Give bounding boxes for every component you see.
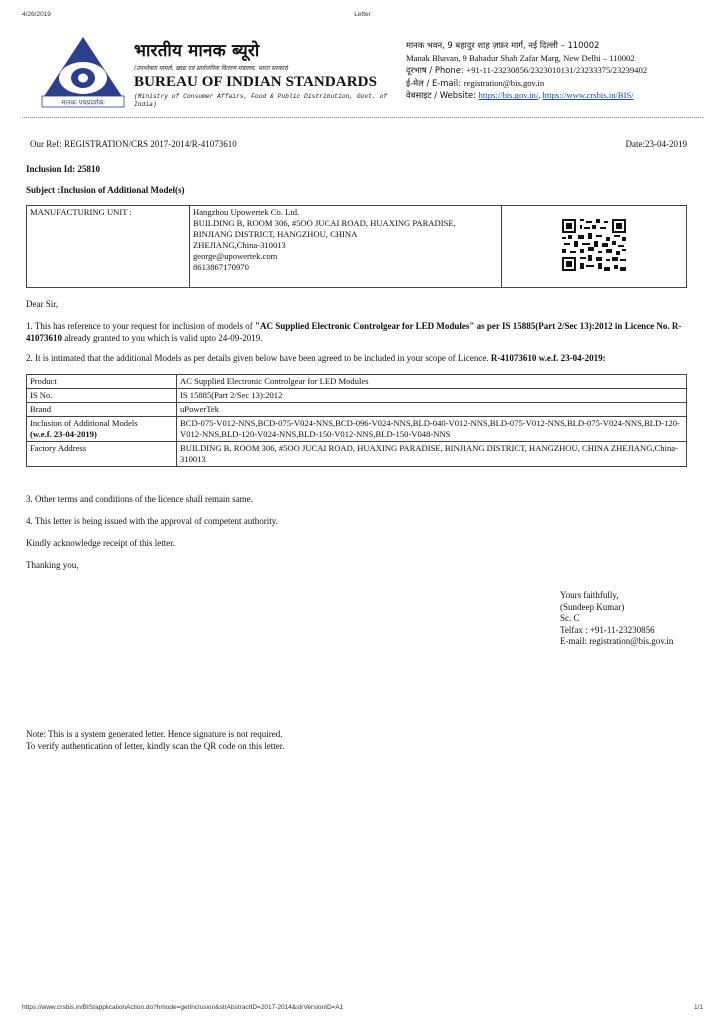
print-page-number: 1/1: [693, 1004, 703, 1011]
website-line: [406, 89, 706, 102]
manufacturer-address-1: BUILDING B, ROOM 306, #5OO JUCAI ROAD, HUAXING PARADISE,: [193, 218, 456, 228]
website-link-crsbis[interactable]: https://www.crsbis.in/BIS/: [542, 90, 634, 101]
website-link-bis[interactable]: https://bis.gov.in/: [478, 90, 539, 101]
hindi-name: भारतीय मानक ब्यूरो: [134, 41, 260, 61]
paragraph-2: [26, 352, 691, 364]
english-name: BUREAU OF INDIAN STANDARDS: [134, 74, 378, 90]
table-row: [27, 375, 687, 389]
thanking-line: Thanking you,: [26, 560, 79, 570]
paragraph-1-validity: already granted to you which is valid upto 24-09-2019.: [62, 333, 263, 343]
letter-date: Date:23-04-2019: [625, 139, 687, 149]
website-label: वेबसाइट / Website:: [406, 90, 479, 101]
paragraph-1-product: "AC Supplied Electronic Controlgear for LED Modules" as per IS 15885(Part 2/Sec 13):2012 in Licence No. R-41073610: [26, 321, 682, 343]
models-value: BCD-075-V012-NNS,BCD-075-V024-NNS,BCD-096-V024-NNS,BLD-040-V012-NNS,BLD-075-V012-NNS,BLD-075-V024-NNS,BLD-120-V012-NNS,BLD-120-V024-NNS,BLD-150-V012-NNS,BLD-150-V048-NNS: [177, 417, 687, 442]
phone-label: दूरभाष / Phone:: [406, 65, 467, 76]
reference-line: [30, 139, 687, 149]
address-block: [406, 39, 706, 102]
brand-value: uPowerTek: [177, 403, 687, 417]
hindi-ministry: (उपभोक्ता मामले, खाद्य एवं सार्वजनिक वितरण मंत्रालय, भारत सरकार): [134, 65, 289, 72]
email-label: ई-मेल / E-mail:: [406, 77, 464, 88]
acknowledge-line: Kindly acknowledge receipt of this letter.: [26, 538, 175, 548]
factory-label: Factory Address: [27, 442, 177, 467]
manufacturer-phone: 8613867170970: [193, 262, 249, 272]
paragraph-3: 3. Other terms and conditions of the licence shall remain same.: [26, 494, 253, 504]
address-english: Manak Bhavan, 9 Bahadur Shah Zafar Marg, New Delhi – 110002: [406, 52, 635, 63]
english-ministry: (Ministry of Consumer Affairs, Food & Public Distribution, Govt. of India): [134, 93, 388, 108]
signatory-designation: Sc. C: [560, 613, 580, 623]
logo-caption: मानकः पथप्रदर्शकः: [61, 98, 105, 107]
paragraph-2-text: 2. It is intimated that the additional Models as per details given below have been agreed to be included in your scope of Licence.: [26, 353, 491, 363]
email-value: registration@bis.gov.in: [463, 77, 545, 88]
manufacturer-details: [190, 206, 502, 288]
note-line-1: Note: This is a system generated letter. Hence signature is not required.: [26, 729, 283, 739]
manufacturer-address-3: ZHEJIANG,China-310013: [193, 240, 286, 250]
manufacturing-label: MANUFACTURING UNIT :: [27, 206, 190, 288]
models-label: Inclusion of Additional Models: [30, 418, 138, 428]
signatory-name: (Sundeep Kumar): [560, 601, 625, 612]
product-value: AC Supplied Electronic Controlgear for LED Modules: [177, 375, 687, 389]
paragraph-4: 4. This letter is being issued with the approval of competent authority.: [26, 516, 278, 526]
is-no-label: IS No.: [27, 389, 177, 403]
salutation: Dear Sir,: [26, 299, 59, 309]
paragraph-1: [26, 320, 691, 344]
closing: Yours faithfully,: [560, 590, 619, 600]
paragraph-2-licence: R-41073610 w.e.f. 23-04-2019:: [490, 353, 606, 363]
bis-logo: [40, 34, 126, 108]
table-row: [27, 417, 687, 442]
brand-label: Brand: [27, 403, 177, 417]
models-label-cell: [27, 417, 177, 442]
table-row: [27, 389, 687, 403]
table-row: [27, 403, 687, 417]
product-label: Product: [27, 375, 177, 389]
print-title: Letter: [354, 11, 371, 18]
our-ref: Our Ref: REGISTRATION/CRS 2017-2014/R-41073610: [30, 139, 237, 149]
manufacturer-address-2: BINJIANG DISTRICT, HANGZHOU, CHINA: [193, 229, 358, 239]
factory-value: BUILDING B, ROOM 306, #5OO JUCAI ROAD, HUAXING PARADISE, BINJIANG DISTRICT, HANGZHOU, CHINA ZHEJIANG,China-310013: [177, 442, 687, 467]
qr-code-icon[interactable]: [562, 219, 626, 271]
inclusion-id: Inclusion Id: 25810: [26, 164, 101, 174]
table-row: [27, 442, 687, 467]
subject-line: Subject :Inclusion of Additional Model(s): [26, 185, 185, 195]
manufacturer-email: george@upowertek.com: [193, 251, 278, 261]
manufacturing-unit-table: [26, 205, 687, 288]
model-details-table: [26, 374, 687, 467]
website-separator: ,: [538, 90, 543, 101]
signature-block: [560, 590, 673, 648]
signatory-email: E-mail: registration@bis.gov.in: [560, 636, 674, 646]
manufacturer-name: Hangzhou Upowertek Co. Ltd.: [193, 207, 300, 217]
models-wef: (w.e.f. 23-04-2019): [30, 429, 97, 439]
phone-line: [406, 64, 706, 77]
bis-name-block: [134, 38, 404, 109]
email-line: [406, 77, 706, 90]
print-date: 4/26/2019: [22, 11, 51, 18]
paragraph-1-intro: 1. This has reference to your request for inclusion of models of: [26, 321, 256, 331]
print-url: https://www.crsbis.in/BIS/applicationAction.do?hmode=getInclusion&strAbstractID=2017-2014&strVersionID=A1: [22, 1004, 344, 1011]
is-no-value: IS 15885(Part 2/Sec 13):2012: [177, 389, 687, 403]
note-line-2: To verify authentication of letter, kindly scan the QR code on this letter.: [26, 740, 285, 751]
qr-cell: [502, 206, 687, 288]
address-hindi: मानक भवन, 9 बहादुर शाह ज़फ़र मार्ग, नई दिल्ली – 110002: [406, 40, 600, 50]
header-divider: [22, 117, 703, 118]
phone-value: +91-11-23230856/2323010131/23233375/23239402: [466, 65, 648, 76]
signatory-telfax: Telfax : +91-11-23230856: [560, 624, 655, 635]
system-note: [26, 729, 284, 752]
